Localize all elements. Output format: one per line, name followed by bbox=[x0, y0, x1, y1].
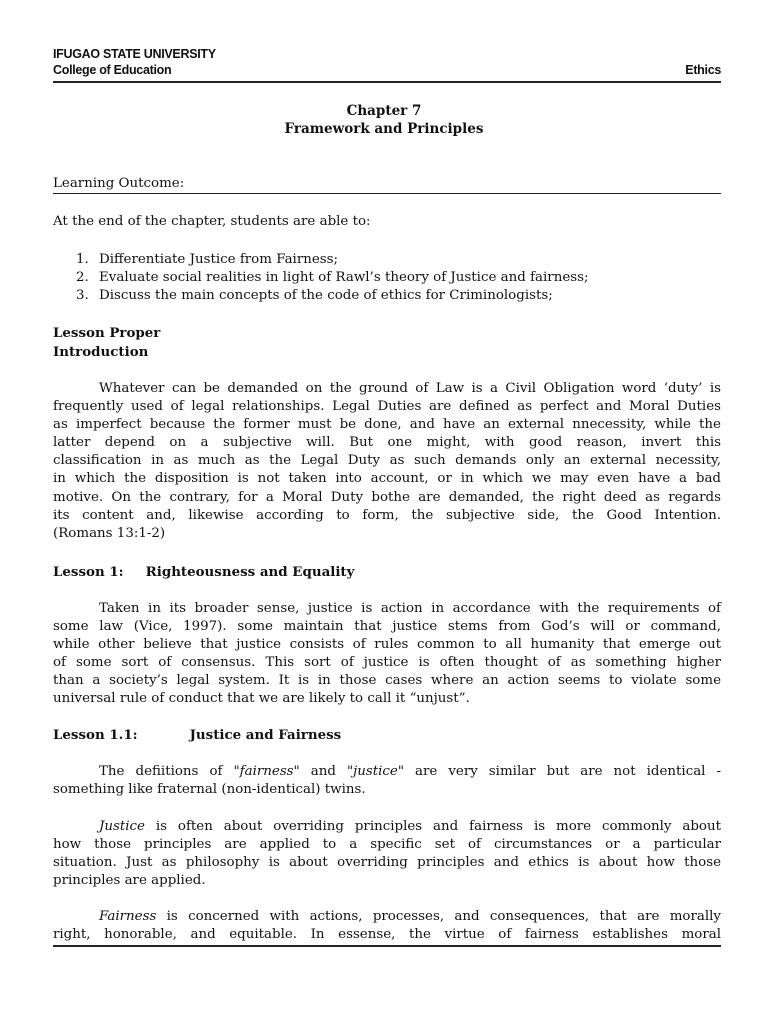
outcome-text: Evaluate social realities in light of Rawl’s theory of Justice and fairness; bbox=[99, 270, 589, 286]
paragraph-line: motive. On the contrary, for a Moral Duty bothe are demanded, the right deed as regards bbox=[53, 489, 721, 505]
lesson1-1-label: Lesson 1.1: bbox=[53, 727, 138, 743]
paragraph-line: right, honorable, and equitable. In essense, the virtue of fairness establishes moral bbox=[53, 927, 721, 943]
header-divider bbox=[53, 81, 721, 83]
paragraph-line: as imperfect because the former must be done, and have an external nnecessity, while the bbox=[53, 417, 721, 433]
term-justice: Justice bbox=[99, 819, 145, 834]
lesson1-1-paragraph-1 bbox=[53, 763, 721, 799]
learning-outcome-intro: At the end of the chapter, students are able to: bbox=[53, 214, 371, 229]
chapter-number: Chapter 7 bbox=[346, 103, 422, 119]
outcome-number: 3. bbox=[76, 288, 89, 304]
term-fairness: Fairness bbox=[99, 909, 157, 924]
paragraph-line: classification in as much as the Legal Duty as such demands only an external necessity, bbox=[53, 453, 721, 469]
subject-name: Ethics bbox=[685, 63, 721, 77]
outcome-text: Differentiate Justice from Fairness; bbox=[99, 252, 339, 267]
outcome-item bbox=[53, 251, 721, 269]
paragraph-line: Justice is often about overriding principles and fairness is more commonly about bbox=[99, 819, 721, 834]
introduction-heading: Introduction bbox=[53, 344, 149, 360]
outcome-number: 1. bbox=[76, 252, 89, 267]
paragraph-line: latter depend on a subjective will. But one might, with good reason, invert this bbox=[53, 435, 721, 451]
college-name: College of Education bbox=[53, 63, 172, 77]
learning-outcome-divider bbox=[53, 193, 721, 194]
paragraph-line: while other believe that justice consists of rules common to all humanity that emerge out bbox=[53, 637, 721, 653]
paragraph-line: some law (Vice, 1997). some maintain that justice stems from God’s will or command, bbox=[53, 619, 721, 635]
paragraph-line: of some sort of consensus. This sort of justice is often thought of as something higher bbox=[53, 655, 721, 671]
paragraph-line: The defiitions of "fairness" and "justice" are very similar but are not identical - bbox=[99, 764, 721, 779]
paragraph-line: Fairness is concerned with actions, processes, and consequences, that are morally bbox=[99, 909, 721, 924]
paragraph-line: (Romans 13:1-2) bbox=[53, 525, 166, 541]
paragraph-line: than a society’s legal system. It is in those cases where an action seems to violate some bbox=[53, 673, 721, 689]
paragraph-line: principles are applied. bbox=[53, 873, 206, 889]
outcome-item bbox=[53, 287, 721, 305]
outcome-item bbox=[53, 269, 721, 287]
lesson1-1-paragraph-2 bbox=[53, 818, 721, 890]
paragraph-line: its content and, likewise according to form, the subjective side, the Good Intention. bbox=[53, 507, 721, 523]
lesson1-paragraph bbox=[53, 600, 721, 709]
paragraph-line: how those principles are applied to a specific set of circumstances or a particular bbox=[53, 837, 721, 853]
lesson1-1-heading bbox=[53, 726, 721, 744]
lesson1-1-paragraph-3 bbox=[53, 908, 721, 944]
lesson1-heading bbox=[53, 563, 721, 581]
outcome-text: Discuss the main concepts of the code of ethics for Criminologists; bbox=[99, 288, 553, 304]
outcome-number: 2. bbox=[76, 270, 89, 286]
outcomes-list bbox=[53, 251, 721, 305]
page-header bbox=[53, 46, 721, 78]
paragraph-line: something like fraternal (non-identical) twins. bbox=[53, 782, 366, 798]
term-justice: "justice" bbox=[346, 764, 404, 779]
paragraph-line: situation. Just as philosophy is about overriding principles and ethics is about how those bbox=[53, 855, 721, 871]
paragraph-line: universal rule of conduct that we are likely to call it “unjust”. bbox=[53, 691, 470, 707]
paragraph-line: in which the disposition is not taken into account, or in which we may even have a bad bbox=[53, 471, 721, 487]
paragraph-line: Taken in its broader sense, justice is action in accordance with the requirements of bbox=[99, 601, 721, 616]
lesson1-label: Lesson 1: bbox=[53, 564, 124, 580]
university-name: IFUGAO STATE UNIVERSITY bbox=[53, 47, 216, 61]
lesson1-1-title: Justice and Fairness bbox=[189, 727, 342, 743]
chapter-title: Framework and Principles bbox=[284, 121, 484, 137]
introduction-paragraph bbox=[53, 380, 721, 543]
term-fairness: "fairness" bbox=[233, 764, 300, 779]
paragraph-line: frequently used of legal relationships. Legal Duties are defined as perfect and Moral Duties bbox=[53, 399, 721, 415]
footer-divider bbox=[53, 945, 721, 947]
lesson1-title: Righteousness and Equality bbox=[145, 564, 355, 580]
lesson-proper-heading: Lesson Proper bbox=[53, 325, 161, 341]
paragraph-line: Whatever can be demanded on the ground of Law is a Civil Obligation word ‘duty’ is bbox=[99, 381, 721, 396]
learning-outcome-label: Learning Outcome: bbox=[53, 176, 185, 191]
